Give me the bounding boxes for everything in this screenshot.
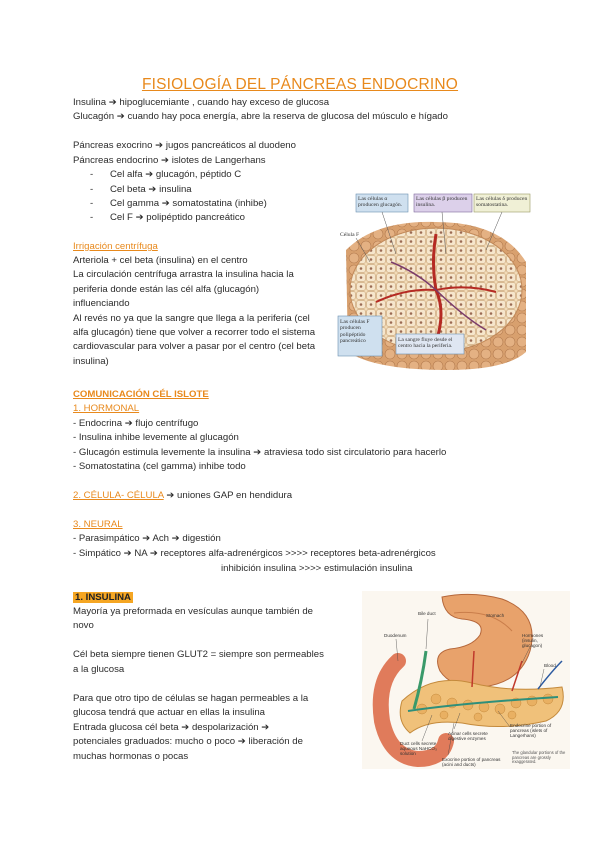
intro-glucagon: Glucagón ➔ cuando hay poca energía, abre la reserva de glucosa del músculo e hígado xyxy=(73,111,448,122)
hormonal-line: - Insulina inhibe levemente al glucagón xyxy=(73,432,239,443)
islet-figure xyxy=(336,192,532,374)
hormonal-heading: 1. HORMONAL xyxy=(73,403,140,414)
pancreas-exocrino: Páncreas exocrino ➔ jugos pancreáticos al duodeno xyxy=(73,140,296,151)
insulina-line: Mayoría ya preformada en vesículas aunque también de xyxy=(73,606,313,617)
pancreas-endocrino: Páncreas endocrino ➔ islotes de Langerhans xyxy=(73,155,266,166)
label-exocrine: Exocrine portion of pancreas (acini and ducts) xyxy=(442,757,501,767)
insulina-line: a la glucosa xyxy=(73,664,125,675)
label-f: Las células F producen polipéptido pancreático xyxy=(340,319,370,345)
insulina-line: Cél beta siempre tienen GLUT2 = siempre son permeables xyxy=(73,649,324,660)
label-flow: La sangre fluye desde el centro hacia la periferia. xyxy=(398,337,453,350)
irrigation-line: periferia donde están las cél alfa (glucagón) xyxy=(73,284,260,295)
irrigation-line: La circulación centrífuga arrastra la insulina hacia la xyxy=(73,269,294,280)
neural-sub: inhibición insulina >>>> estimulación insulina xyxy=(221,563,413,574)
label-f-short: Célula F xyxy=(340,232,360,238)
cell-list-dash: - xyxy=(90,169,94,180)
irrigation-line: Al revés no ya que la sangre que llega a la periferia (cel xyxy=(73,313,310,324)
pancreas-figure xyxy=(362,591,570,769)
cell-cell-heading: 2. CÉLULA- CÉLULA xyxy=(73,490,164,501)
insulina-heading-wrap xyxy=(73,592,133,604)
cell-list-dash: - xyxy=(90,212,94,223)
label-hormones: Hormones (insulin, glucagon) xyxy=(522,633,544,648)
cell-list-dash: - xyxy=(90,184,94,195)
cell-gamma: Cel gamma ➔ somatostatina (inhibe) xyxy=(110,198,267,209)
label-beta: Las células β producen insulina. xyxy=(416,196,468,209)
cell-list-dash: - xyxy=(90,198,94,209)
cell-beta: Cel beta ➔ insulina xyxy=(110,184,192,195)
neural-line: - Simpático ➔ NA ➔ receptores alfa-adrenérgicos >>>> receptores beta-adrenérgicos xyxy=(73,548,436,559)
label-delta: Las células δ producen somatostatina. xyxy=(476,196,528,209)
label-stomach: Stomach xyxy=(486,613,505,618)
irrigation-line: influenciando xyxy=(73,298,130,309)
irrigation-line: Arteriola + cel beta (insulina) en el centro xyxy=(73,255,248,266)
label-endocrine: Endocrine portion of pancreas (islets of Langerhans) xyxy=(510,723,552,738)
label-duodenum: Duodenum xyxy=(384,633,407,638)
label-duct-cells: Duct cells secrete aqueous NaHCO₃ solution xyxy=(400,741,437,756)
label-acinar: Acinar cells secrete digestive enzymes xyxy=(448,731,488,741)
hormonal-line: - Somatostatina (cel gamma) inhibe todo xyxy=(73,461,246,472)
comm-heading: COMUNICACIÓN CÉL ISLOTE xyxy=(73,389,209,400)
label-alpha: Las células α producen glucagón. xyxy=(358,196,403,209)
label-note: The glandular portions of the pancreas are grossly exaggerated. xyxy=(512,750,566,765)
label-bile-duct: Bile duct xyxy=(418,611,436,616)
hormonal-line: - Glucagón estimula levemente la insulina ➔ atraviesa todo sist circulatorio para hacerlo xyxy=(73,447,447,458)
insulina-heading: 1. INSULINA xyxy=(75,592,131,603)
irrigation-line: cardiovascular para volver a pasar por el centro (cel beta xyxy=(73,341,316,352)
cell-cell-line xyxy=(73,490,292,502)
irrigation-line: alfa glucagón) tiene que volver a recorrer todo el sistema xyxy=(73,327,316,338)
insulina-line: potenciales graduados: mucho o poco ➔ liberación de xyxy=(73,736,303,747)
cell-f: Cel F ➔ polipéptido pancreático xyxy=(110,212,245,223)
neural-line: - Parasimpático ➔ Ach ➔ digestión xyxy=(73,533,221,544)
insulina-line: novo xyxy=(73,620,94,631)
cell-cell-text: ➔ uniones GAP en hendidura xyxy=(163,490,293,501)
irrigation-line: insulina) xyxy=(73,356,109,367)
irrigation-heading: Irrigación centrífuga xyxy=(73,241,158,252)
insulina-line: muchas hormonas o pocas xyxy=(73,751,189,762)
label-blood: Blood xyxy=(544,663,556,668)
insulina-line: glucosa tendrá que actuar en ellas la insulina xyxy=(73,707,266,718)
pancreas-illustration xyxy=(362,591,570,769)
insulina-line: Para que otro tipo de células se hagan permeables a la xyxy=(73,693,309,704)
insulina-line: Entrada glucosa cél beta ➔ despolarización ➔ xyxy=(73,722,270,733)
hormonal-line: - Endocrina ➔ flujo centrífugo xyxy=(73,418,199,429)
neural-heading: 3. NEURAL xyxy=(73,519,123,530)
intro-insulina: Insulina ➔ hipoglucemiante , cuando hay exceso de glucosa xyxy=(73,97,330,108)
page-title: FISIOLOGÍA DEL PÁNCREAS ENDOCRINO xyxy=(141,76,459,93)
cell-alfa: Cel alfa ➔ glucagón, péptido C xyxy=(110,169,242,180)
